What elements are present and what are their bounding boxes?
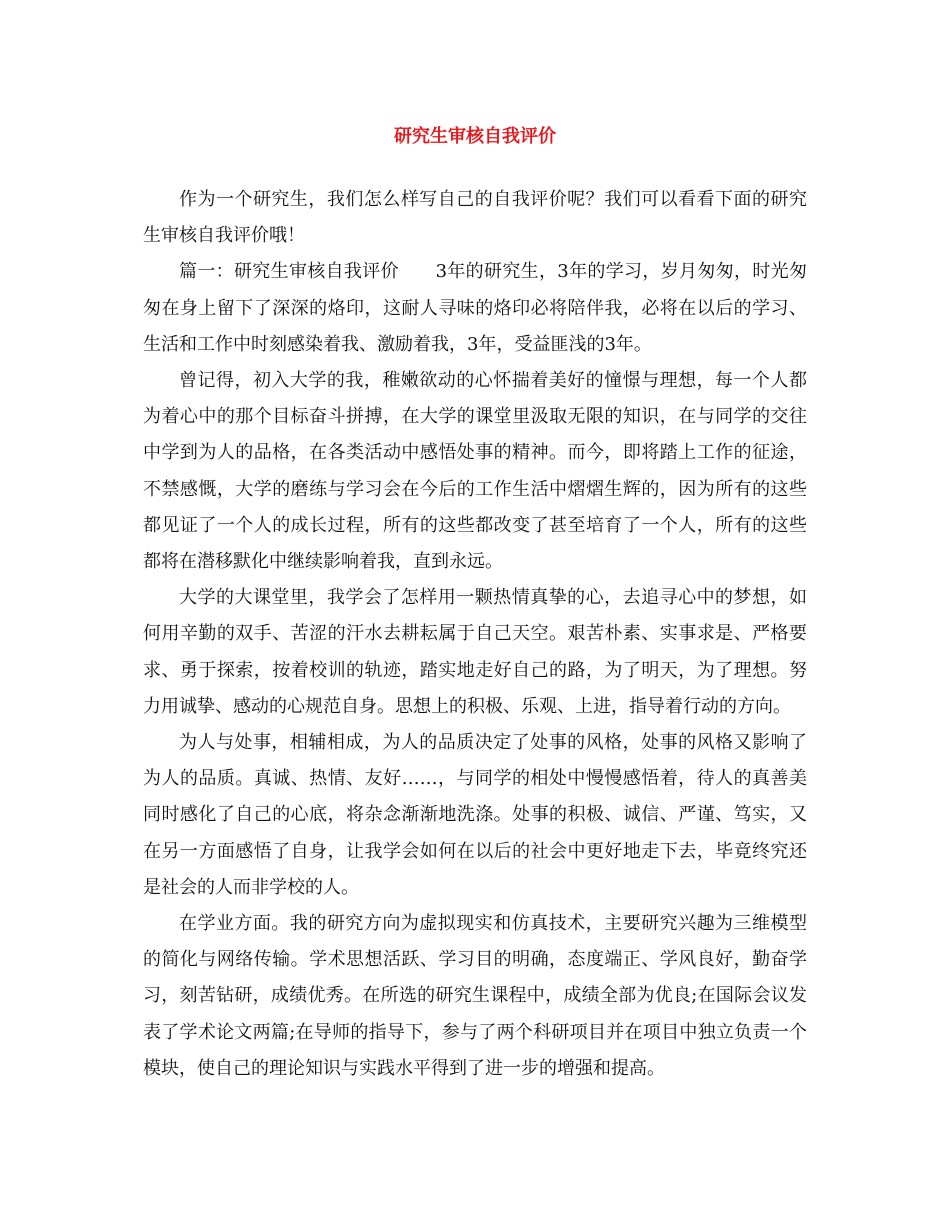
paragraph-part-one: 篇一：研究生审核自我评价 3年的研究生，3年的学习，岁月匆匆，时光匆匆在身上留下了深深的烙印，这耐人寻味的烙印必将陪伴我，必将在以后的学习、生活和工作中时刻感染着我、激励着我，3年，受益匪浅的3年。 <box>143 261 807 355</box>
paragraph-character: 为人与处事，相辅相成，为人的品质决定了处事的风格，处事的风格又影响了为人的品质。真诚、热情、友好……，与同学的相处中慢慢感悟着，待人的真善美同时感化了自己的心底，将杂念渐渐地洗涤。处事的积极、诚信、严谨、笃实，又在另一方面感悟了自身，让我学会如何在以后的社会中更好地走下去，毕竟终究还是社会的人而非学校的人。 <box>143 732 807 898</box>
paragraph-intro: 作为一个研究生，我们怎么样写自己的自我评价呢？我们可以看看下面的研究生审核自我评价哦！ <box>143 189 807 247</box>
document-title: 研究生审核自我评价 <box>394 126 556 147</box>
paragraph-memories: 曾记得，初入大学的我，稚嫩欲动的心怀揣着美好的憧憬与理想，每一个人都为着心中的那个目标奋斗拼搏，在大学的课堂里汲取无限的知识，在与同学的交往中学到为人的品格，在各类活动中感悟处事的精神。而今，即将踏上工作的征途，不禁感慨，大学的磨练与学习会在今后的工作生活中熠熠生辉的，因为所有的这些都见证了一个人的成长过程，所有的这些都改变了甚至培育了一个人，所有的这些都将在潜移默化中继续影响着我，直到永远。 <box>143 370 807 573</box>
paragraph-academics: 在学业方面。我的研究方向为虚拟现实和仿真技术，主要研究兴趣为三维模型的简化与网络传输。学术思想活跃、学习目的明确，态度端正、学风良好，勤奋学习，刻苦钻研，成绩优秀。在所选的研究生课程中，成绩全部为优良;在国际会议发表了学术论文两篇;在导师的指导下，参与了两个科研项目并在项目中独立负责一个模块，使自己的理论知识与实践水平得到了进一步的增强和提高。 <box>143 913 807 1079</box>
document-body <box>143 182 807 1087</box>
paragraph-classroom: 大学的大课堂里，我学会了怎样用一颗热情真挚的心，去追寻心中的梦想，如何用辛勤的双手、苦涩的汗水去耕耘属于自己天空。艰苦朴素、实事求是、严格要求、勇于探索，按着校训的轨迹，踏实地走好自己的路，为了明天，为了理想。努力用诚挚、感动的心规范自身。思想上的积极、乐观、上进，指导着行动的方向。 <box>143 587 807 717</box>
